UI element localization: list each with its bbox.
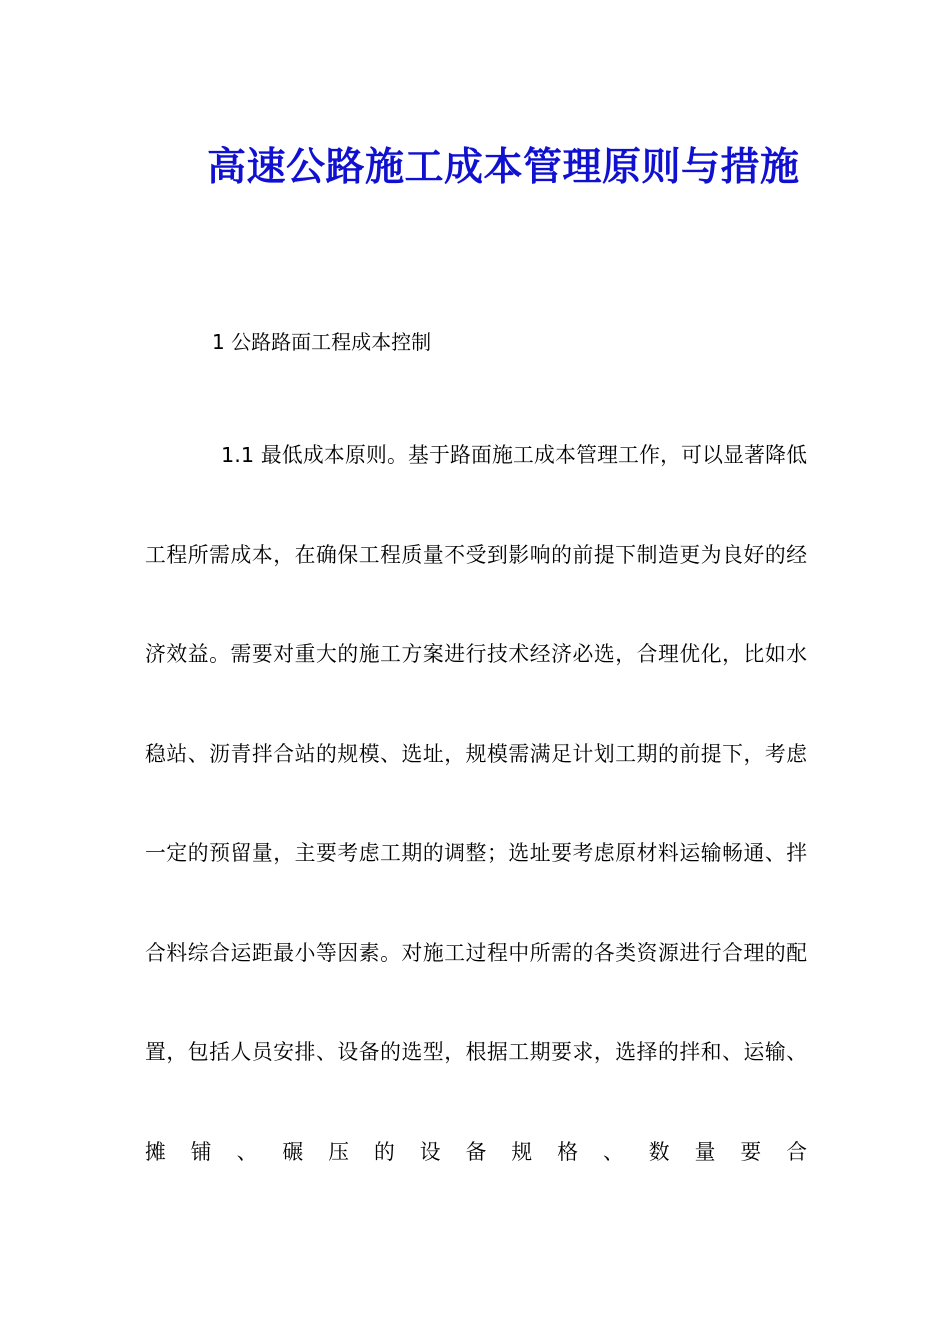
section-heading: 1 公路路面工程成本控制 bbox=[212, 330, 432, 354]
body-paragraph: 1.1 最低成本原则。基于路面施工成本管理工作，可以显著降低工程所需成本，在确保工程质量不受到影响的前提下制造更为良好的经济效益。需要对重大的施工方案进行技术经济必选，合理优化，比如水稳站、沥青拌合站的规模、选址，规模需满足计划工期的前提下，考虑一定的预留量，主要考虑工期的调整；选址要考虑原材料运输畅通、拌合料综合运距最小等因素。对施工过程中所需的各类资源进行合理的配置，包括人员安排、设备的选型，根据工期要求，选择的拌和、运输、摊铺、碾压的设备规格、数量要合 bbox=[145, 443, 807, 1164]
document-title: 高速公路施工成本管理原则与措施 bbox=[207, 144, 800, 190]
